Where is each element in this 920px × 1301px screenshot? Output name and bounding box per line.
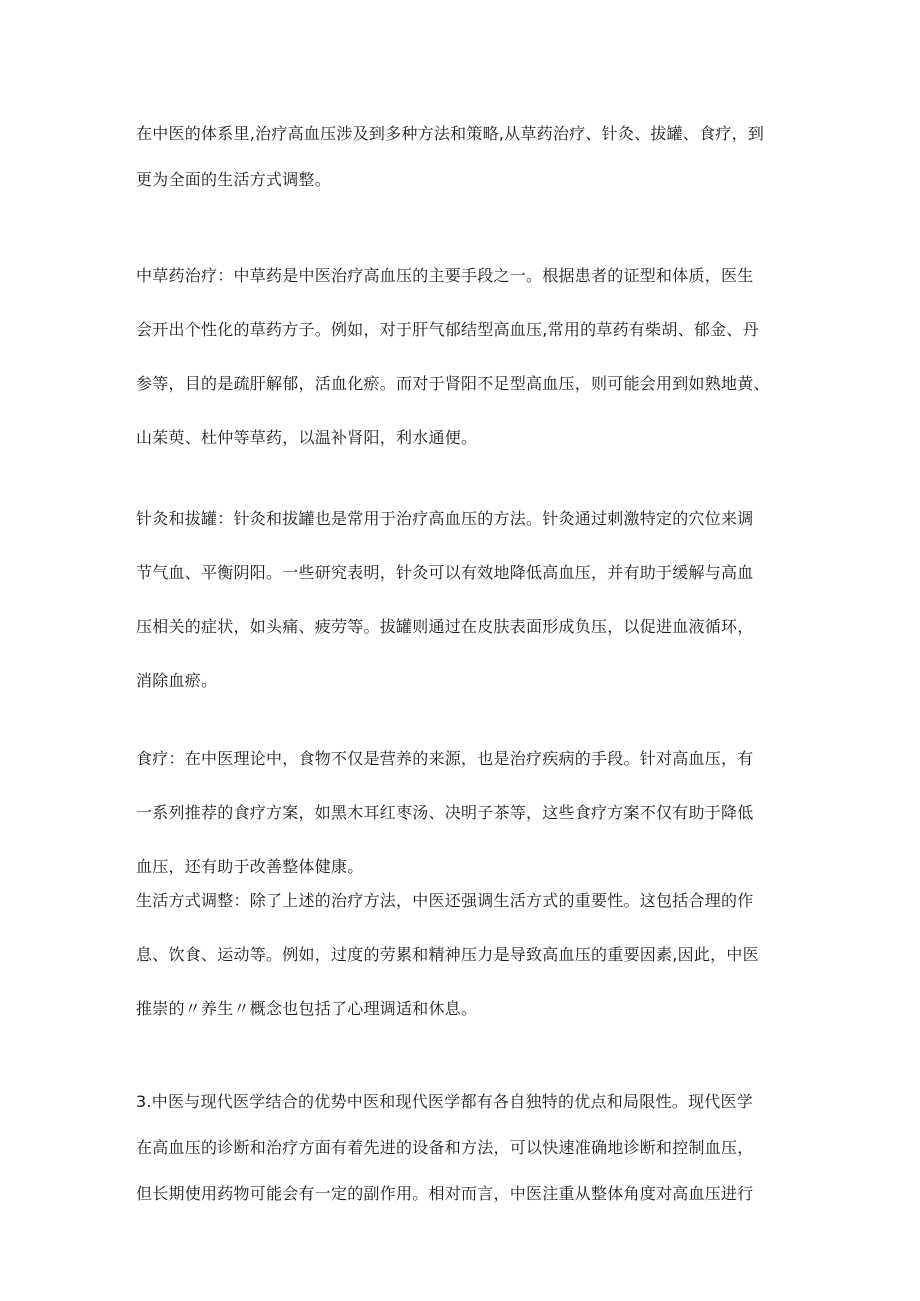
text-line: 一系列推荐的食疗方案，如黑木耳红枣汤、决明子茶等，这些食疗方案不仅有助于降低 [136,803,754,822]
text-line: 中草药治疗：中草药是中医治疗高血压的主要手段之一。根据患者的证型和体质，医生 [136,266,754,285]
text-line: 参等，目的是疏肝解郁，活血化瘀。而对于肾阳不足型高血压，则可能会用到如熟地黄、 [136,374,770,393]
text-line: 息、饮食、运动等。例如，过度的劳累和精神压力是导致高血压的重要因素,因此，中医 [136,945,759,964]
paragraph-diet [136,747,791,879]
paragraph-lifestyle [136,889,791,1021]
text-line: 在高血压的诊断和治疗方面有着先进的设备和方法，可以快速准确地诊断和控制血压， [136,1138,754,1157]
text-line: 生活方式调整：除了上述的治疗方法，中医还强调生活方式的重要性。这包括合理的作 [136,891,754,910]
text-line: 更为全面的生活方式调整。 [136,170,332,189]
text-line: 山茱萸、杜仲等草药，以温补肾阳，利水通便。 [136,428,478,447]
text-line: 消除血瘀。 [136,671,218,690]
text-line: 食疗：在中医理论中，食物不仅是营养的来源，也是治疗疾病的手段。针对高血压，有 [136,749,754,768]
text-line: 会开出个性化的草药方子。例如，对于肝气郁结型高血压,常用的草药有柴胡、郁金、丹 [136,320,759,339]
text-line: 针灸和拔罐：针灸和拔罐也是常用于治疗高血压的方法。针灸通过刺激特定的穴位来调 [136,509,754,528]
text-line: 但长期使用药物可能会有一定的副作用。相对而言，中医注重从整体角度对高血压进行 [136,1184,754,1203]
text-line: 血压，还有助于改善整体健康。 [136,857,364,876]
paragraph-intro [136,122,791,192]
paragraph-herbal [136,264,791,450]
text-line: 3.中医与现代医学结合的优势中医和现代医学都有各自独特的优点和局限性。现代医学 [136,1092,754,1111]
text-line: 节气血、平衡阴阳。一些研究表明，针灸可以有效地降低高血压，并有助于缓解与高血 [136,563,754,582]
text-line: 推崇的〃养生〃概念也包括了心理调适和休息。 [136,999,478,1018]
text-line: 压相关的症状，如头痛、疲劳等。拔罐则通过在皮肤表面形成负压，以促进血液循环， [136,617,754,636]
paragraph-section-3 [136,1090,791,1206]
text-line: 在中医的体系里,治疗高血压涉及到多种方法和策略,从草药治疗、针灸、拔罐、食疗，到 [136,124,765,143]
paragraph-acupuncture [136,507,791,693]
